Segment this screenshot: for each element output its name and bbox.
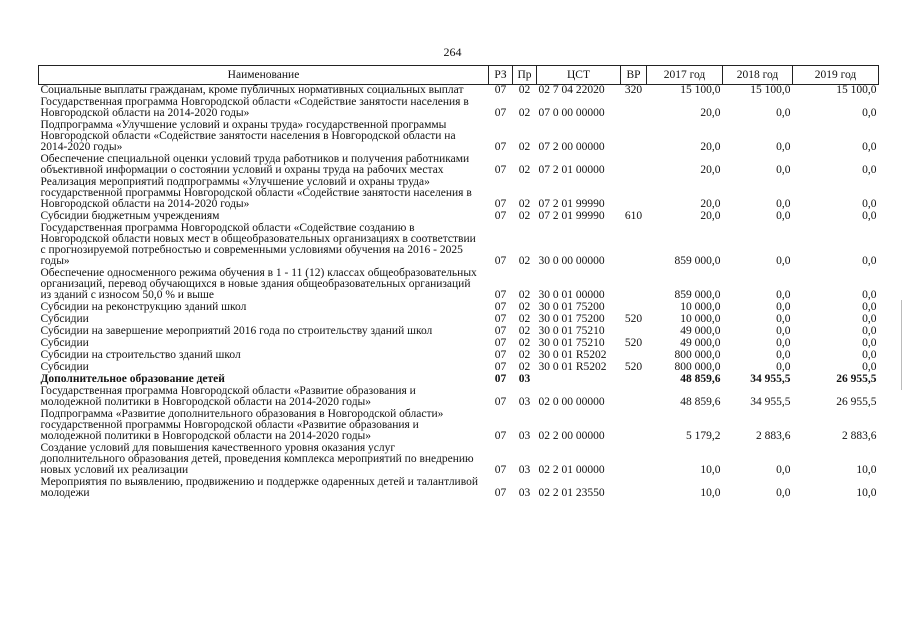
table-row (39, 120, 879, 154)
row-pr: 02 (518, 255, 531, 267)
row-rz: 07 (494, 313, 507, 325)
row-2017: 800 000,0 (674, 361, 721, 373)
row-vr (621, 154, 647, 177)
row-2017: 15 100,0 (680, 84, 721, 96)
scan-edge-mark (901, 300, 902, 390)
row-cst: 30 0 01 R5202 (538, 361, 607, 373)
row-2017: 49 000,0 (680, 325, 721, 337)
row-2019: 10,0 (856, 487, 877, 499)
row-cst: 07 2 01 99990 (538, 210, 605, 222)
row-name: Государственная программа Новгородской области «Содействие созданию в Новгородской области новых мест в общеобразовательных организациях в соответствии с прогнозируемой потребностью и современными условиями обучения на 2016 - 2025 годы» (40, 222, 476, 267)
row-rz: 07 (494, 198, 507, 210)
row-rz: 07 (494, 337, 507, 349)
row-rz: 07 (494, 396, 507, 408)
row-cst: 30 0 01 75200 (538, 313, 605, 325)
row-2018: 0,0 (776, 349, 791, 361)
row-2019: 0,0 (862, 349, 877, 361)
row-name: Субсидии (40, 337, 89, 349)
table-row (39, 223, 879, 268)
table-row (39, 477, 879, 500)
row-name: Государственная программа Новгородской области «Содействие занятости населения в Новгородской области на 2014-2020 годы» (40, 96, 469, 119)
row-2019: 0,0 (862, 325, 877, 337)
row-pr: 02 (518, 198, 531, 210)
row-2018: 34 955,5 (750, 373, 791, 385)
row-vr (621, 477, 647, 500)
table-row (39, 386, 879, 409)
col-header-2017: 2017 год (647, 66, 723, 85)
row-name: Дополнительное образование детей (40, 373, 225, 385)
row-2017: 48 859,6 (680, 373, 721, 385)
row-2018: 0,0 (776, 141, 791, 153)
row-name: Социальные выплаты гражданам, кроме публичных нормативных социальных выплат (40, 84, 464, 96)
row-name: Субсидии на завершение мероприятий 2016 года по строительству зданий школ (40, 325, 433, 337)
row-pr: 02 (518, 107, 531, 119)
row-cst: 02 7 04 22020 (538, 84, 605, 96)
row-2017: 10 000,0 (680, 301, 721, 313)
row-vr (621, 386, 647, 409)
row-2018: 34 955,5 (750, 396, 791, 408)
row-vr (621, 223, 647, 268)
row-2019: 0,0 (862, 107, 877, 119)
row-name: Субсидии (40, 361, 89, 373)
row-2019: 15 100,0 (836, 84, 877, 96)
row-cst: 30 0 01 75210 (538, 325, 605, 337)
row-cst: 30 0 01 75210 (538, 337, 605, 349)
row-rz: 07 (494, 141, 507, 153)
row-rz: 07 (494, 464, 507, 476)
row-pr: 02 (518, 313, 531, 325)
row-2017: 20,0 (700, 141, 721, 153)
row-name: Обеспечение специальной оценки условий труда работников и получения работниками объективной информации о состоянии условий и охраны труда на рабочих местах (40, 153, 470, 176)
row-vr: 320 (624, 84, 643, 96)
row-2019: 2 883,6 (842, 430, 877, 442)
row-cst: 30 0 01 00000 (538, 289, 605, 301)
row-pr: 02 (518, 337, 531, 349)
row-2018: 0,0 (776, 361, 791, 373)
row-pr: 02 (518, 349, 531, 361)
row-rz: 07 (494, 255, 507, 267)
table-row (39, 443, 879, 477)
row-pr: 03 (518, 396, 531, 408)
row-pr: 02 (518, 361, 531, 373)
row-vr: 610 (624, 210, 643, 222)
row-2018: 0,0 (776, 301, 791, 313)
row-vr (621, 97, 647, 120)
row-2017: 10 000,0 (680, 313, 721, 325)
table-row (39, 268, 879, 302)
row-rz: 07 (494, 325, 507, 337)
col-header-pr: Пр (513, 66, 537, 85)
row-cst: 02 2 01 00000 (538, 464, 605, 476)
budget-table (38, 65, 879, 500)
row-cst: 07 0 00 00000 (538, 107, 605, 119)
row-2018: 0,0 (776, 313, 791, 325)
row-rz: 07 (494, 107, 507, 119)
row-name: Субсидии на строительство зданий школ (40, 349, 241, 361)
row-name: Субсидии (40, 313, 89, 325)
row-rz: 07 (494, 210, 507, 222)
table-row (39, 409, 879, 443)
row-cst: 02 2 01 23550 (538, 487, 605, 499)
row-name: Реализация мероприятий подпрограммы «Улучшение условий и охраны труда» государственной программы Новгородской области «Содействие занятости населения в Новгородской области на 2014-2020 годы» (40, 176, 472, 210)
row-name: Подпрограмма «Развитие дополнительного образования в Новгородской области» государственной программы Новгородской области «Развитие образования и молодежной политики в Новгородской области на 2014-2020 годы» (40, 408, 444, 442)
row-2018: 0,0 (776, 487, 791, 499)
table-row (39, 350, 879, 362)
row-2019: 0,0 (862, 210, 877, 222)
row-name: Обеспечение односменного режима обучения в 1 - 11 (12) классах общеобразовательных организаций, перевод обучающихся в новые здания общеобразовательных организаций из зданий с износом 50,0 % и выше (40, 267, 477, 301)
row-rz: 07 (494, 361, 507, 373)
row-rz: 07 (494, 373, 507, 385)
row-name: Государственная программа Новгородской области «Развитие образования и молодежной политики в Новгородской области на 2014-2020 годы» (40, 385, 416, 408)
row-cst (537, 374, 621, 386)
row-2019: 26 955,5 (836, 396, 877, 408)
col-header-2019: 2019 год (793, 66, 879, 85)
row-2017: 10,0 (700, 464, 721, 476)
row-2017: 20,0 (700, 107, 721, 119)
col-header-rz: РЗ (489, 66, 513, 85)
table-row (39, 326, 879, 338)
col-header-2018: 2018 год (723, 66, 793, 85)
row-pr: 02 (518, 210, 531, 222)
row-cst: 30 0 00 00000 (538, 255, 605, 267)
row-pr: 03 (518, 464, 531, 476)
row-2017: 20,0 (700, 198, 721, 210)
row-2017: 49 000,0 (680, 337, 721, 349)
row-rz: 07 (494, 289, 507, 301)
col-header-cst: ЦСТ (537, 66, 621, 85)
row-2018: 0,0 (776, 325, 791, 337)
row-2018: 0,0 (776, 337, 791, 349)
row-vr (621, 409, 647, 443)
row-2019: 0,0 (862, 164, 877, 176)
row-2017: 859 000,0 (674, 289, 721, 301)
row-vr (621, 177, 647, 211)
row-name: Подпрограмма «Улучшение условий и охраны труда» государственной программы Новгородской области «Содействие занятости населения в Новгородской области на 2014-2020 годы» (40, 119, 456, 153)
row-2018: 0,0 (776, 210, 791, 222)
row-rz: 07 (494, 349, 507, 361)
row-2017: 20,0 (700, 210, 721, 222)
row-pr: 02 (518, 301, 531, 313)
table-row (39, 177, 879, 211)
row-rz: 07 (494, 487, 507, 499)
row-2017: 859 000,0 (674, 255, 721, 267)
row-cst: 02 0 00 00000 (538, 396, 605, 408)
row-rz: 07 (494, 164, 507, 176)
col-header-name: Наименование (39, 66, 489, 85)
row-2017: 800 000,0 (674, 349, 721, 361)
row-2019: 0,0 (862, 141, 877, 153)
row-2017: 5 179,2 (686, 430, 721, 442)
row-2018: 15 100,0 (750, 84, 791, 96)
row-rz: 07 (494, 430, 507, 442)
row-name: Мероприятия по выявлению, продвижению и поддержке одаренных детей и талантливой молодежи (40, 476, 478, 499)
row-2018: 2 883,6 (756, 430, 791, 442)
row-2017: 20,0 (700, 164, 721, 176)
row-pr: 02 (518, 289, 531, 301)
row-2019: 0,0 (862, 289, 877, 301)
row-cst: 07 2 01 00000 (538, 164, 605, 176)
row-vr (621, 268, 647, 302)
row-pr: 03 (518, 487, 531, 499)
row-2019: 26 955,5 (836, 373, 877, 385)
row-name: Субсидии бюджетным учреждениям (40, 210, 220, 222)
row-vr (621, 120, 647, 154)
row-cst: 30 0 01 R5202 (538, 349, 607, 361)
row-2017: 48 859,6 (680, 396, 721, 408)
row-pr: 02 (518, 84, 531, 96)
row-vr: 520 (624, 337, 643, 349)
row-pr: 03 (518, 373, 531, 385)
row-name: Создание условий для повышения качественного уровня оказания услуг дополнительного образования детей, проведения комплекса мероприятий по внедрению новых условий их реализации (40, 442, 474, 476)
table-header-row (39, 66, 879, 85)
col-header-vr: ВР (621, 66, 647, 85)
row-2018: 0,0 (776, 464, 791, 476)
row-2018: 0,0 (776, 107, 791, 119)
page-number: 264 (443, 45, 462, 59)
row-cst: 07 2 00 00000 (538, 141, 605, 153)
row-2019: 0,0 (862, 313, 877, 325)
row-2018: 0,0 (776, 164, 791, 176)
row-vr (621, 443, 647, 477)
row-vr: 520 (624, 361, 643, 373)
row-2019: 10,0 (856, 464, 877, 476)
row-cst: 02 2 00 00000 (538, 430, 605, 442)
row-2019: 0,0 (862, 301, 877, 313)
row-2018: 0,0 (776, 289, 791, 301)
row-cst: 07 2 01 99990 (538, 198, 605, 210)
row-name: Субсидии на реконструкцию зданий школ (40, 301, 247, 313)
row-2017: 10,0 (700, 487, 721, 499)
row-vr: 520 (624, 313, 643, 325)
table-row (39, 302, 879, 314)
row-2019: 0,0 (862, 198, 877, 210)
row-2019: 0,0 (862, 255, 877, 267)
row-2019: 0,0 (862, 337, 877, 349)
row-cst: 30 0 01 75200 (538, 301, 605, 313)
table-row (39, 97, 879, 120)
table-row (39, 154, 879, 177)
row-2018: 0,0 (776, 198, 791, 210)
row-pr: 02 (518, 164, 531, 176)
row-pr: 03 (518, 430, 531, 442)
row-pr: 02 (518, 141, 531, 153)
row-rz: 07 (494, 301, 507, 313)
row-rz: 07 (494, 84, 507, 96)
row-2018: 0,0 (776, 255, 791, 267)
row-pr: 02 (518, 325, 531, 337)
row-vr (621, 374, 647, 386)
row-2019: 0,0 (862, 361, 877, 373)
